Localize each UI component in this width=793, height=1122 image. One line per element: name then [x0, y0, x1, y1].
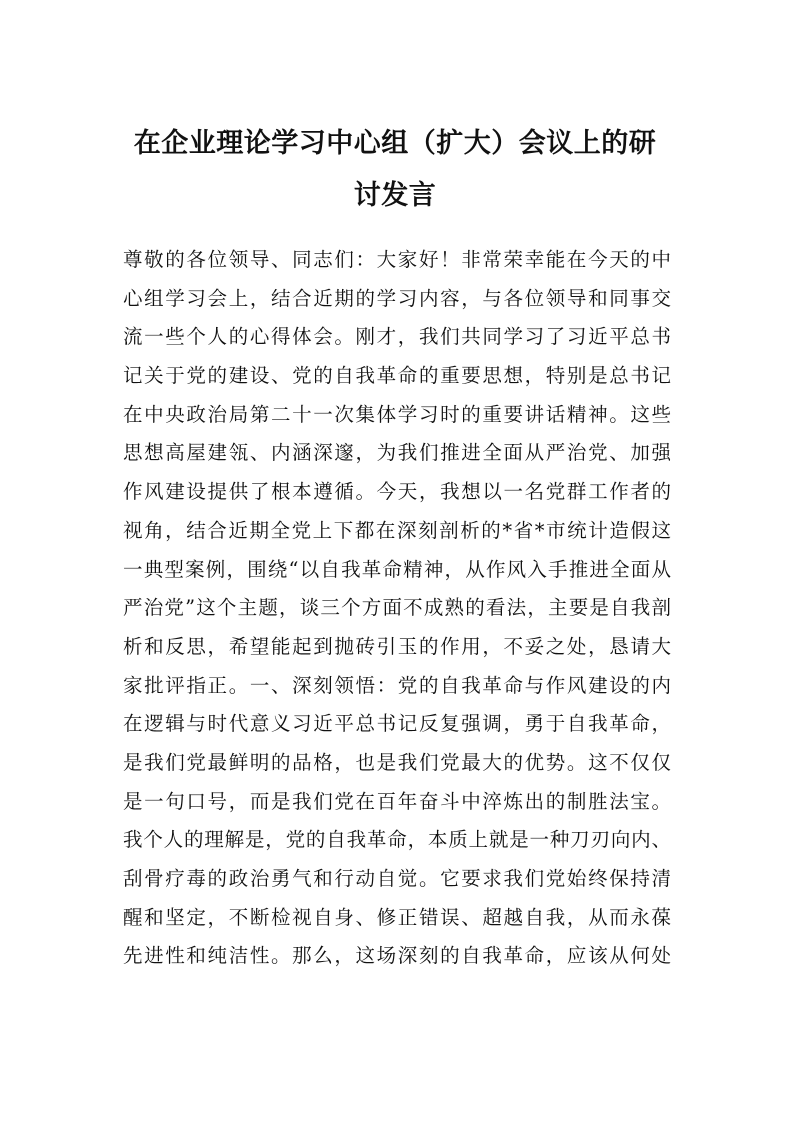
- body-line: 在中央政治局第二十一次集体学习时的重要讲话精神。这些: [123, 402, 671, 426]
- body-line: 思想高屋建瓴、内涵深邃，为我们推进全面从严治党、加强: [123, 441, 671, 465]
- title-line-1: 在企业理论学习中心组（扩大）会议上的研: [133, 128, 657, 159]
- body-line: 严治党”这个主题，谈三个方面不成熟的看法，主要是自我剖: [123, 596, 671, 620]
- body-line: 是一句口号，而是我们党在百年奋斗中淬炼出的制胜法宝。: [123, 789, 671, 813]
- body-line: 心组学习会上，结合近期的学习内容，与各位领导和同事交: [123, 286, 671, 310]
- body-line: 家批评指正。一、深刻领悟：党的自我革命与作风建设的内: [123, 673, 671, 697]
- body-line: 作风建设提供了根本遵循。今天，我想以一名党群工作者的: [123, 480, 671, 504]
- body-line: 记关于党的建设、党的自我革命的重要思想，特别是总书记: [123, 364, 671, 388]
- document-title: [115, 118, 675, 222]
- body-line: 视角，结合近期全党上下都在深刻剖析的*省*市统计造假这: [123, 518, 671, 542]
- body-line: 尊敬的各位领导、同志们：大家好！非常荣幸能在今天的中: [123, 248, 671, 271]
- body-line: 先进性和纯洁性。那么，这场深刻的自我革命，应该从何处: [123, 944, 671, 968]
- title-line-2: 讨发言: [353, 180, 437, 211]
- body-line: 在逻辑与时代意义习近平总书记反复强调，勇于自我革命，: [123, 712, 671, 736]
- body-line: 刮骨疗毒的政治勇气和行动自觉。它要求我们党始终保持清: [123, 867, 671, 890]
- document-body: [123, 241, 671, 976]
- body-line: 一典型案例，围绕“以自我革命精神，从作风入手推进全面从: [123, 557, 671, 581]
- body-line: 醒和坚定，不断检视自身、修正错误、超越自我，从而永葆: [123, 905, 671, 929]
- body-line: 析和反思，希望能起到抛砖引玉的作用，不妥之处，恳请大: [123, 634, 671, 658]
- body-line: 流一些个人的心得体会。刚才，我们共同学习了习近平总书: [123, 325, 671, 349]
- body-line: 我个人的理解是，党的自我革命，本质上就是一种刀刃向内、: [123, 828, 671, 852]
- body-line: 是我们党最鲜明的品格，也是我们党最大的优势。这不仅仅: [123, 750, 671, 774]
